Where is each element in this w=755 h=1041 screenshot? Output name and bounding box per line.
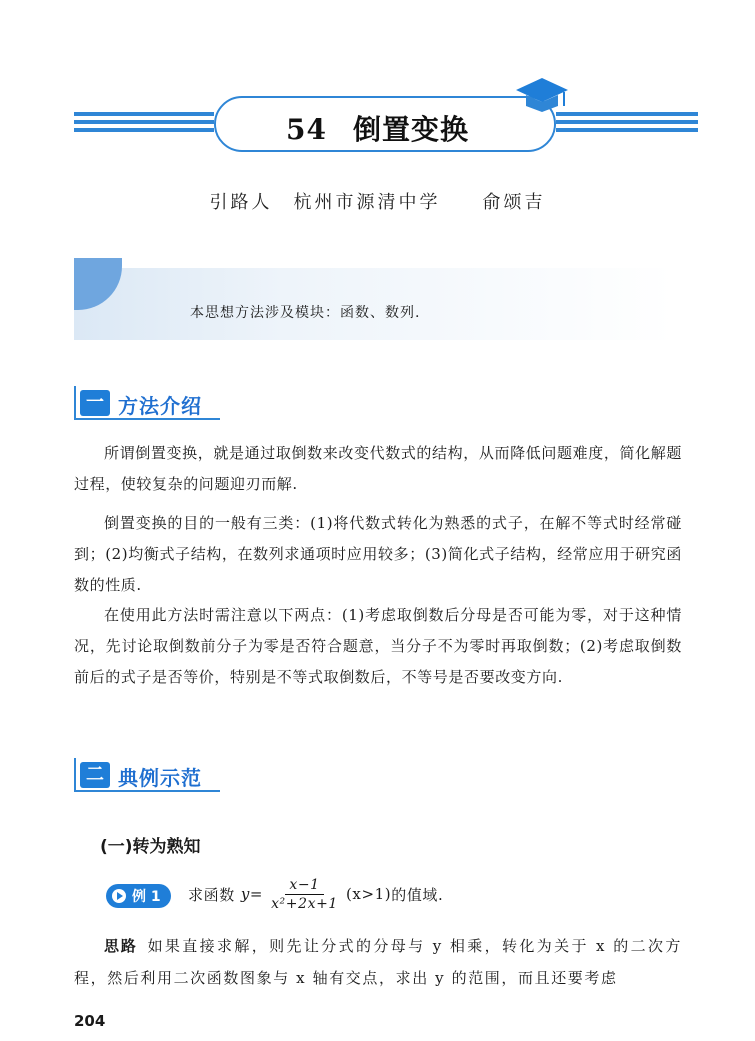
example-prefix: 求函数 <box>188 885 235 904</box>
fraction-denominator: x²+2x+1 <box>271 895 338 912</box>
example-equals: = <box>249 885 264 903</box>
example-suffix: 的值域. <box>391 885 444 904</box>
example-condition: (x>1) <box>345 885 392 903</box>
section-underline <box>74 790 220 792</box>
chapter-heading <box>0 108 755 148</box>
paragraph: 倒置变换的目的一般有三类：(1)将代数式转化为熟悉的式子，在解不等式时经常碰到；(2)均衡式子结构，在数列求通项时应用较多；(3)简化式子结构，经常应用于研究函数的性质. <box>74 514 682 594</box>
page-number: 204 <box>74 1012 106 1030</box>
example-badge-label: 例 1 <box>132 889 161 905</box>
section-title: 方法介绍 <box>118 394 202 418</box>
example-fraction <box>267 877 342 912</box>
section-underline <box>74 418 220 420</box>
play-icon <box>112 889 126 903</box>
section-heading-bar <box>74 386 76 418</box>
fraction-numerator: x−1 <box>285 877 323 895</box>
example-badge <box>106 884 171 908</box>
section-number-box: 一 <box>80 390 110 416</box>
paragraph: 在使用此方法时需注意以下两点：(1)考虑取倒数后分母是否可能为零，对于这种情况，先讨论取倒数前分子为零是否符合题意，当分子不为零时再取倒数；(2)考虑取倒数前后的式子是否等价，特别是不等式取倒数后，不等号是否要改变方向. <box>74 606 682 686</box>
author-line: 引路人 杭州市源清中学 俞颂吉 <box>209 192 546 213</box>
section-title: 典例示范 <box>118 766 202 790</box>
chapter-title: 倒置变换 <box>352 113 469 146</box>
thought-text: 如果直接求解，则先让分式的分母与 y 相乘，转化为关于 x 的二次方程，然后利用二次函数图象与 x 轴有交点，求出 y 的范围，而且还要考虑 <box>74 937 682 987</box>
module-note-text: 本思想方法涉及模块：函数、数列. <box>190 305 421 321</box>
example-variable: y <box>240 885 250 903</box>
thought-paragraph <box>74 930 682 994</box>
section-number-box: 二 <box>80 762 110 788</box>
section-heading-bar <box>74 758 76 790</box>
paragraph: 所谓倒置变换，就是通过取倒数来改变代数式的结构，从而降低问题难度，简化解题过程，使较复杂的问题迎刃而解. <box>74 444 682 493</box>
subsection-title: (一)转为熟知 <box>100 837 201 857</box>
chapter-number: 54 <box>286 113 327 146</box>
thought-label: 思路 <box>104 937 138 955</box>
example-statement <box>188 874 443 914</box>
